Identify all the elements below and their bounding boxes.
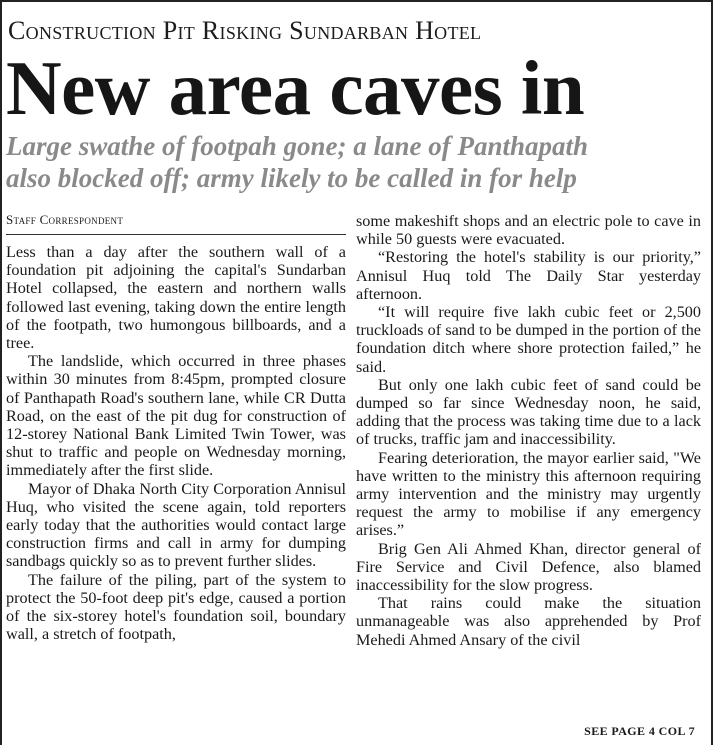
- article-body: [6, 212, 707, 649]
- body-paragraph: But only one lakh cubic feet of sand could be dumped so far since Wednesday noon, he said, adding that the process was taking time due to a lack of trucks, traffic jam and inaccessibility.: [356, 375, 701, 449]
- deck-line: Large swathe of footpah gone; a lane of Panthapath: [6, 131, 589, 161]
- deck-line: also blocked off; army likely to be called in for help: [6, 163, 577, 193]
- body-paragraph: The failure of the piling, part of the system to protect the 50-foot deep pit's edge, caused a portion of the six-storey hotel's foundation soil, boundary wall, a stretch of footpath,: [6, 570, 346, 644]
- body-paragraph: Mayor of Dhaka North City Corporation Annisul Huq, who visited the scene again, told reporters early today that the authorities would contact large construction firms and call in army for dumping sandbags quickly so as to prevent further slides.: [6, 479, 346, 571]
- main-headline: New area caves in: [6, 45, 585, 131]
- body-paragraph: Fearing deterioration, the mayor earlier said, "We have written to the ministry this afternoon requiring army intervention and the ministry may urgently request the army to mobilise if any emergency arises.”: [356, 448, 701, 540]
- continued-jump-line: SEE PAGE 4 COL 7: [584, 724, 695, 738]
- body-paragraph: some makeshift shops and an electric pole to cave in while 50 guests were evacuated.: [356, 212, 701, 249]
- body-paragraph: That rains could make the situation unmanageable was also apprehended by Prof Mehedi Ahmed Ansary of the civil: [356, 594, 701, 649]
- body-paragraph: Brig Gen Ali Ahmed Khan, director general of Fire Service and Civil Defence, also blamed inaccessibility for the slow progress.: [356, 539, 701, 595]
- right-column: [356, 212, 701, 649]
- body-paragraph: Less than a day after the southern wall of a foundation pit adjoining the capital's Sundarban Hotel collapsed, the eastern and northern walls followed last evening, taking down the entire length of the footpath, two humongous billboards, and a tree.: [6, 243, 346, 353]
- byline: Staff Correspondent: [6, 212, 346, 235]
- body-paragraph: “It will require five lakh cubic feet or 2,500 truckloads of sand to be dumped in the portion of the foundation ditch where shore protection failed,” he said.: [356, 303, 701, 376]
- body-paragraph: The landslide, which occurred in three phases within 30 minutes from 8:45pm, prompted closure of Panthapath Road's southern lane, while CR Dutta Road, on the east of the pit dug for construction of 12-storey National Bank Limited Twin Tower, was shut to traffic and people on Wednesday morning, immediately after the first slide.: [6, 352, 346, 480]
- body-paragraph: “Restoring the hotel's stability is our priority,” Annisul Huq told The Daily Star yesterday afternoon.: [356, 248, 701, 303]
- kicker-headline: Construction Pit Risking Sundarban Hotel: [8, 16, 482, 45]
- deck-subheadline: [6, 130, 707, 194]
- left-column: [6, 212, 346, 649]
